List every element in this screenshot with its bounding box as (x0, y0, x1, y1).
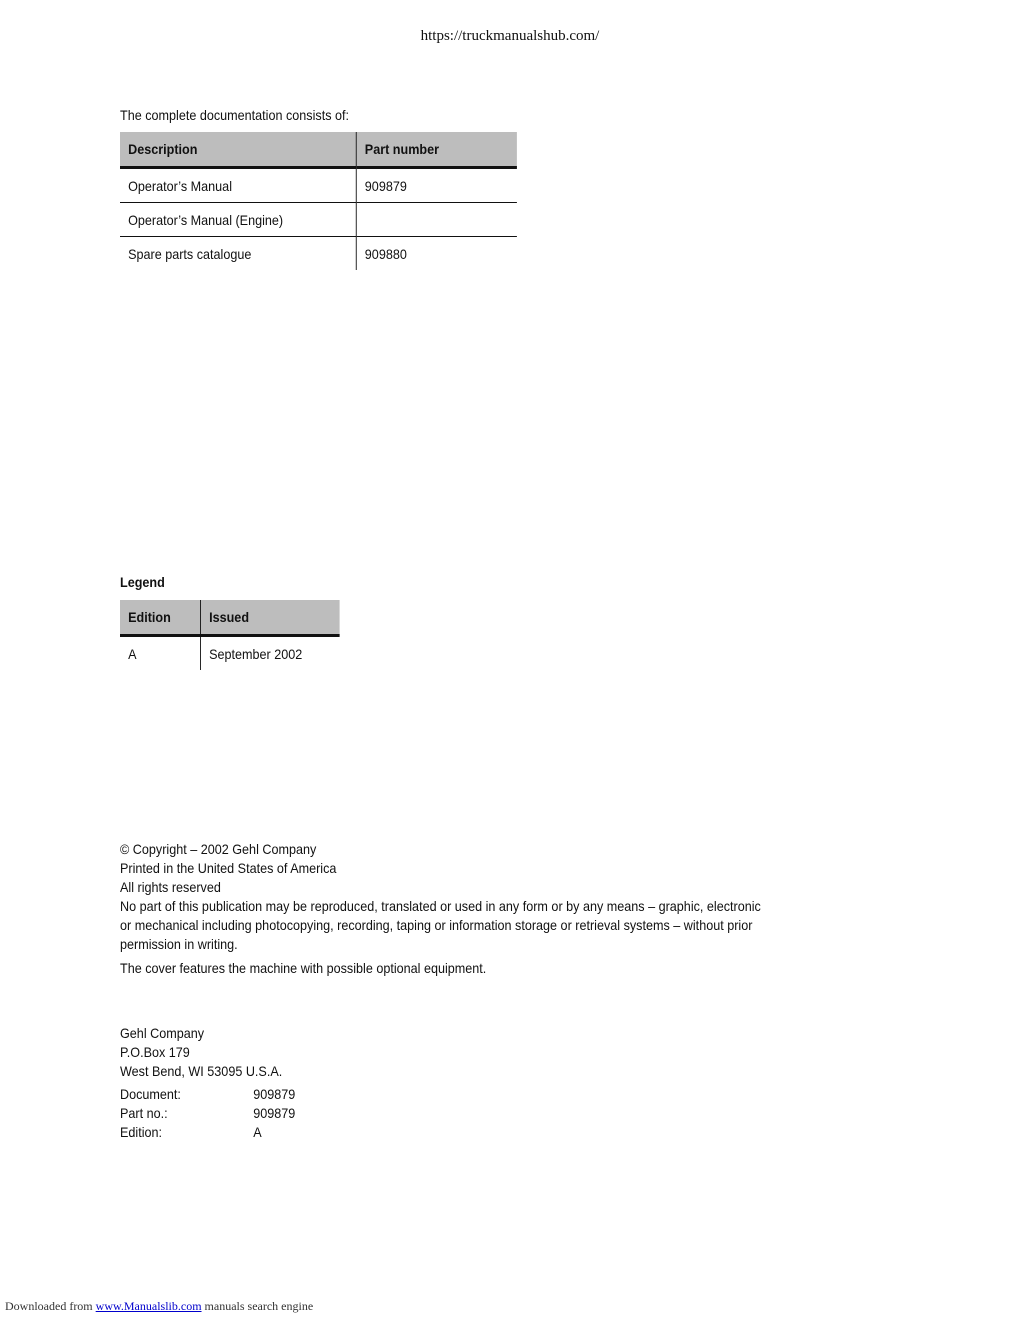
footer-prefix: Downloaded from (5, 1299, 93, 1313)
col-header-description: Description (120, 132, 356, 168)
edition-value: A (253, 1124, 262, 1140)
edition-label: Edition: (120, 1124, 163, 1140)
meta-row-edition (120, 1123, 295, 1142)
col-header-edition: Edition (120, 600, 201, 636)
cell-edition: A (128, 645, 137, 662)
cell-part-number: 909880 (356, 237, 517, 271)
reproduction-notice: No part of this publication may be reproduced, translated or used in any form or by any means – graphic, electronic or mechanical including photocopying, recording, taping or information storage or retrieval systems – without prior permission in writing. (120, 898, 761, 952)
part-label: Part no.: (120, 1105, 168, 1121)
document-label: Document: (120, 1086, 181, 1102)
address-block (120, 1024, 282, 1081)
intro-text: The complete documentation consists of: (120, 107, 350, 123)
cell-issued: September 2002 (201, 636, 340, 671)
documentation-table (120, 132, 517, 270)
table-header-row (120, 600, 340, 636)
table-header-row (120, 132, 517, 168)
printed-line: Printed in the United States of America (120, 860, 337, 876)
cell-description: Spare parts catalogue (128, 245, 252, 262)
table-row (120, 237, 517, 271)
cell-description: Operator’s Manual (120, 168, 356, 203)
meta-row-part (120, 1104, 295, 1123)
part-value: 909879 (253, 1105, 296, 1121)
table-row (120, 636, 340, 671)
download-footer (5, 1299, 313, 1314)
copyright-line: © Copyright – 2002 Gehl Company (120, 841, 317, 857)
legend-title: Legend (120, 574, 165, 590)
rights-line: All rights reserved (120, 879, 221, 895)
table-row (120, 168, 517, 203)
company-name: Gehl Company (120, 1025, 205, 1041)
footer-suffix: manuals search engine (204, 1299, 314, 1313)
cell-part-number: 909879 (356, 168, 517, 203)
document-value: 909879 (253, 1086, 296, 1102)
po-box: P.O.Box 179 (120, 1044, 190, 1060)
header-url: https://truckmanualshub.com/ (420, 28, 600, 44)
document-meta (120, 1085, 295, 1142)
manualslib-link[interactable]: www.Manualslib.com (95, 1299, 202, 1313)
meta-row-document (120, 1085, 295, 1104)
col-header-part-number: Part number (356, 132, 517, 168)
cell-description: Operator’s Manual (Engine) (120, 203, 356, 237)
table-row (120, 203, 517, 237)
cell-part-number (356, 203, 517, 237)
legend-table (120, 600, 340, 670)
col-header-issued: Issued (201, 600, 340, 636)
city-line: West Bend, WI 53095 U.S.A. (120, 1063, 283, 1079)
cover-note: The cover features the machine with possible optional equipment. (120, 960, 487, 976)
copyright-block (120, 840, 768, 978)
